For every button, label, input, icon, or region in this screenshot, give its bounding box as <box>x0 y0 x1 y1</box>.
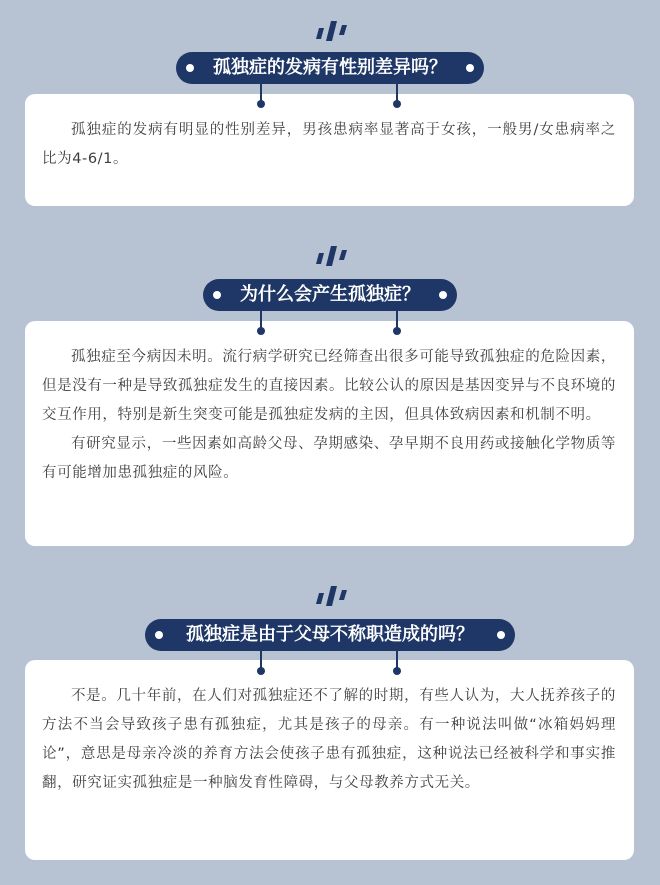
answer-card <box>25 94 634 206</box>
section-heading <box>176 52 484 84</box>
dot-icon <box>155 631 163 639</box>
slash-marks-icon <box>313 245 349 267</box>
answer-card <box>25 321 634 546</box>
slash-marks-icon <box>313 585 349 607</box>
answer-paragraph: 孤独症至今病因未明。流行病学研究已经筛查出很多可能导致孤独症的危险因素，但是没有一种是导致孤独症发生的直接因素。比较公认的原因是基因变异与不良环境的交互作用，特别是新生突变可能是孤独症发病的主因，但具体致病因素和机制不明。 <box>42 349 616 423</box>
dot-icon <box>466 64 474 72</box>
dot-icon <box>213 291 221 299</box>
answer-paragraph: 孤独症的发病有明显的性别差异，男孩患病率显著高于女孩，一般男/女患病率之比为4-6/1。 <box>42 122 616 167</box>
section-heading-text: 孤独症是由于父母不称职造成的吗？ <box>186 624 474 645</box>
pin-connector-icon <box>396 82 398 104</box>
section-heading <box>203 279 457 311</box>
pin-connector-icon <box>260 82 262 104</box>
section-heading <box>145 619 515 651</box>
dot-icon <box>439 291 447 299</box>
slash-marks-icon <box>313 20 349 42</box>
dot-icon <box>497 631 505 639</box>
dot-icon <box>186 64 194 72</box>
pin-connector-icon <box>260 309 262 331</box>
section-heading-text: 为什么会产生孤独症？ <box>240 284 420 305</box>
answer-card <box>25 660 634 860</box>
pin-connector-icon <box>260 649 262 671</box>
pin-connector-icon <box>396 309 398 331</box>
pin-connector-icon <box>396 649 398 671</box>
section-heading-text: 孤独症的发病有性别差异吗？ <box>213 57 447 78</box>
answer-paragraph: 不是。几十年前，在人们对孤独症还不了解的时期，有些人认为，大人抚养孩子的方法不当会导致孩子患有孤独症，尤其是孩子的母亲。有一种说法叫做“冰箱妈妈理论”，意思是母亲冷淡的养育方法会使孩子患有孤独症，这种说法已经被科学和事实推翻，研究证实孤独症是一种脑发育性障碍，与父母教养方式无关。 <box>42 688 616 791</box>
answer-paragraph: 有研究显示，一些因素如高龄父母、孕期感染、孕早期不良用药或接触化学物质等有可能增加患孤独症的风险。 <box>42 436 616 481</box>
